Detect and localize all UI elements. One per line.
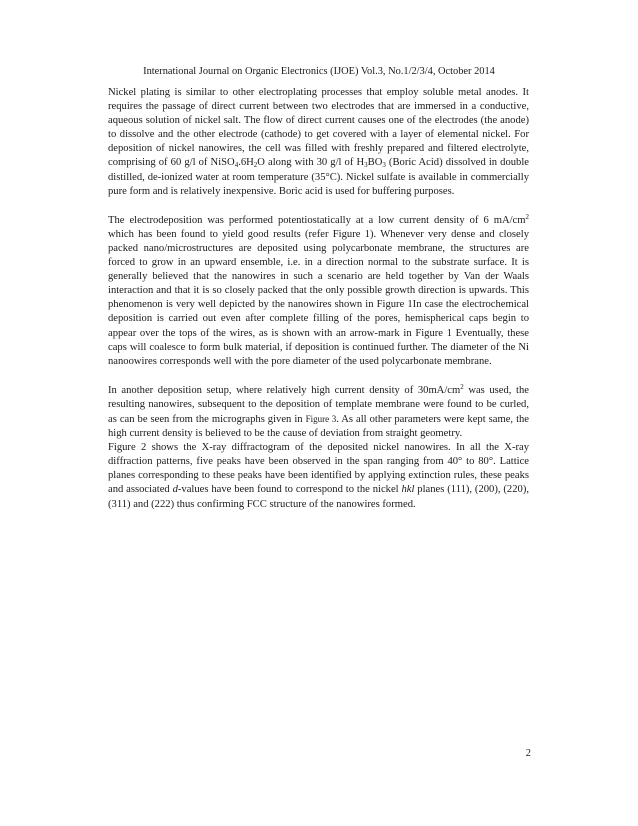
text-run: -values have been found to correspond to the nickel — [177, 484, 402, 496]
text-run: (Boric Acid) dissolved in double distilled, de-ionized water at room temperature (35°C). Nickel sulfate is available in commercially pure form and is relatively inexpensive. Boric acid is used for buffering purposes. — [108, 157, 529, 197]
text-run: which has been found to yield good results (refer Figure 1). Whenever very dense and closely packed nano/microstructures are deposited using polycarbonate membrane, the structures are forced to grow in an upward ensemble, i.e. in a direction normal to the substrate surface. It is generally believed that the nanowires in such a scenario are held together by Van der Waals interaction and that it is so closely packed that the only possible growth direction is upwards. This phenomenon is very well depicted by the nanowires shown in Figure 1In case the electrochemical deposition is carried out even after complete filling of the pores, hemispherical caps begin to appear over the tops of the wires, as is shown with an arrow-mark in Figure 1 Eventually, these caps will coalesce to form bulk material, if deposition is continued further. The diameter of the Ni nanoowires corresponds well with the pore diameter of the used polycarbonate membrane. — [108, 228, 529, 367]
text-run: Nickel plating is similar to other electroplating processes that employ soluble metal anodes. It requires the passage of direct current between two electrodes that are immersed in a conductive, aqueous solution of nickel salt. The flow of direct current causes one of the electrodes (the anode) to dissolve and the other electrode (cathode) to get covered with a layer of elemental nickel. For deposition of nickel nanowires, the cell was filled with freshly prepared and filtered electrolyte, comprising of 60 g/l of NiSO — [108, 87, 529, 169]
text-run: planes (111), (200), (220), (311) and (222) thus confirming FCC structure of the nanowires formed. — [108, 484, 529, 510]
subscript: 4 — [234, 161, 239, 170]
italic-term: d — [172, 484, 178, 496]
subscript: 2 — [253, 161, 258, 170]
figure-reference: Figure 3 — [305, 413, 337, 424]
text-run: The electrodeposition was performed potentiostatically at a low current density of 6 mA/cm — [108, 214, 526, 226]
text-run: BO — [367, 157, 383, 169]
text-run: . As all other parameters were kept same, the high current density is believed to be the cause of deviation from straight geometry. — [108, 413, 530, 440]
superscript: 2 — [525, 212, 529, 221]
paragraph-nickel-plating — [108, 86, 529, 199]
body-text — [108, 86, 529, 512]
text-run: O along with 30 g/l of H — [257, 157, 365, 169]
page-number: 2 — [525, 748, 531, 759]
superscript: 2 — [460, 382, 464, 391]
paragraph-xrd — [108, 441, 529, 511]
subscript: 3 — [364, 161, 368, 170]
text-run: .6H — [238, 157, 254, 169]
italic-term: hkl — [401, 484, 415, 496]
subscript: 3 — [382, 161, 386, 170]
paragraph-high-current — [108, 384, 529, 441]
paragraph-electrodeposition — [108, 214, 529, 369]
text-run: Figure 2 shows the X-ray diffractogram of the deposited nickel nanowires. In all the X-ray diffraction patterns, five peaks have been observed in the span ranging from 40° to 80°. Lattice planes corresponding to these peaks have been identified by applying extinction rules, these peaks and associated — [108, 442, 529, 496]
running-header: International Journal on Organic Electronics (IJOE) Vol.3, No.1/2/3/4, October 2014 — [143, 66, 495, 77]
text-run: was used, the resulting nanowires, subsequent to the deposition of template membrane were found to be curled, as can be seen from the micrographs given in — [108, 384, 529, 425]
text-run: In another deposition setup, where relatively high current density of 30mA/cm — [108, 384, 461, 396]
